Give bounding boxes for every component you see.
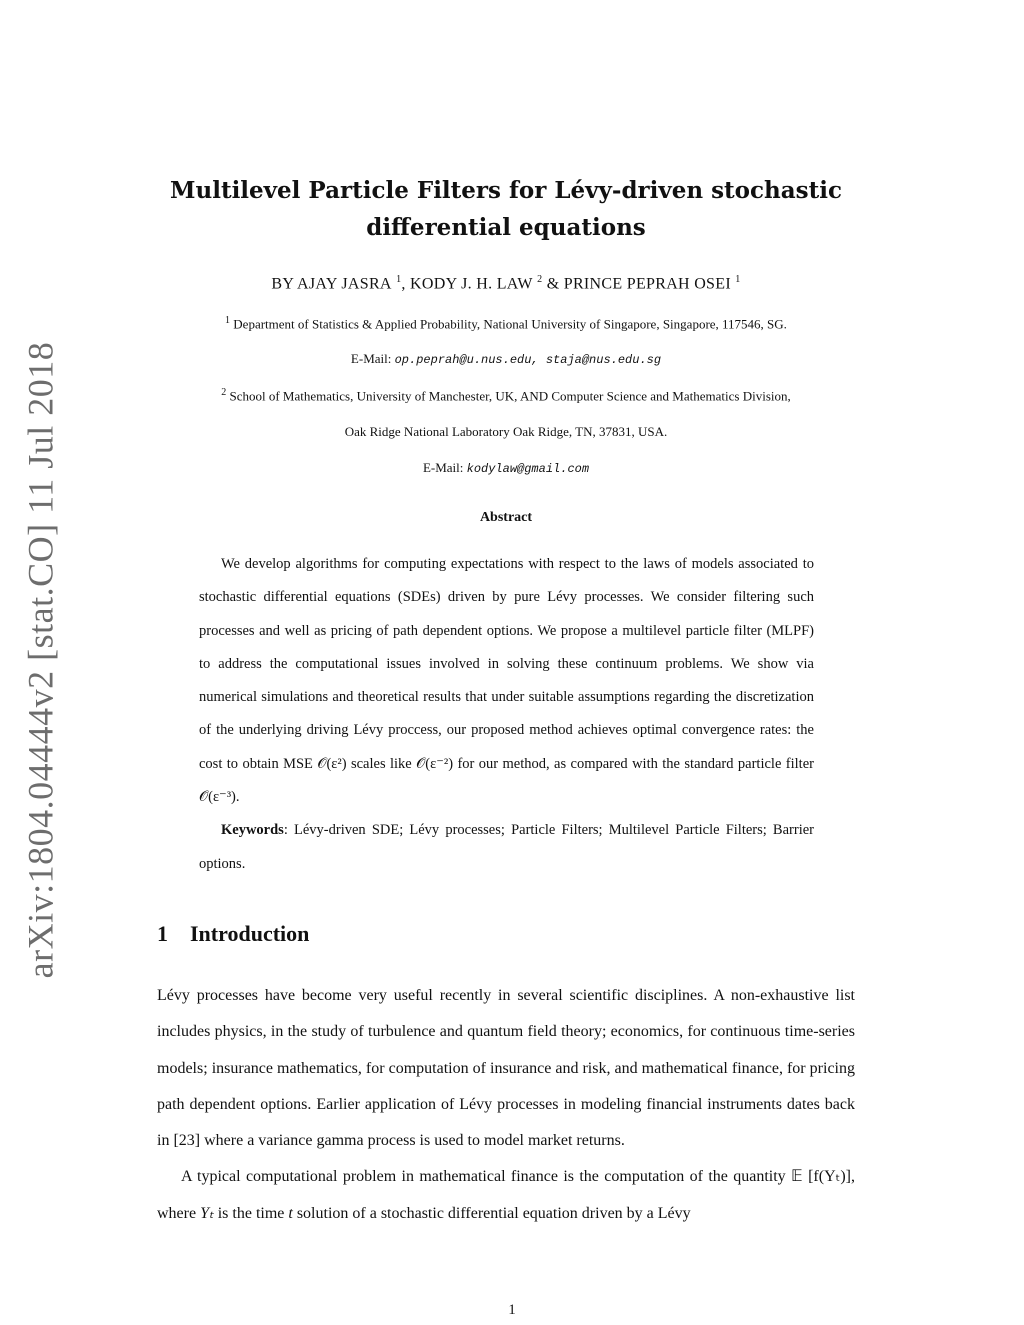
affiliation-2 xyxy=(150,387,862,404)
email-addresses-2[interactable]: kodylaw@gmail.com xyxy=(466,462,590,476)
email-label-1: E-Mail: xyxy=(350,351,392,366)
affiliation-2-sup: 2 xyxy=(221,387,227,398)
intro-p2-text-c: is the time xyxy=(213,1204,289,1222)
affiliation-1-sup: 1 xyxy=(225,315,231,326)
author-sup-2: 2 xyxy=(537,274,543,285)
abstract-heading: Abstract xyxy=(479,510,533,525)
intro-p2-math-expectation: 𝔼 [f(Yₜ)] xyxy=(791,1168,851,1186)
author-law: , KODY J. H. LAW xyxy=(401,275,533,293)
abstract-text-1: We develop algorithms for computing expectations with respect to the laws of models associated to stochastic differential equations (SDEs) driven by pure Lévy processes. We consider filtering such processes and well as pricing of path dependent options. We propose a multilevel particle filter (MLPF) to address the computational issues involved in solving these continuum problems. We show via numerical simulations and theoretical results that under suitable assumptions regarding the discretization of the underlying driving Lévy proccess, our proposed method achieves optimal convergence rates: the cost to obtain MSE xyxy=(199,556,814,772)
introduction-body xyxy=(157,978,855,1232)
keywords-label: Keywords xyxy=(221,822,284,839)
intro-paragraph-1: Lévy processes have become very useful recently in several scientific disciplines. A non-exhaustive list includes physics, in the study of turbulence and quantum field theory; economics, for continuous time-series models; insurance mathematics, for computation of insurance and risk, and mathematical finance, for pricing path dependent options. Earlier application of Lévy processes in modeling financial instruments dates back in [23] where a variance gamma process is used to model market returns. xyxy=(157,987,855,1150)
abstract-text-4: . xyxy=(235,789,240,806)
abstract-paragraph xyxy=(199,548,814,814)
arxiv-stamp xyxy=(8,341,72,979)
email-addresses-1[interactable]: op.peprah@u.nus.edu, staja@nus.edu.sg xyxy=(394,353,662,367)
arxiv-stamp-text: arXiv:1804.04444v2 [stat.CO] 11 Jul 2018 xyxy=(20,341,60,979)
section-title: Introduction xyxy=(190,921,310,946)
abstract-math-2: 𝒪(ε⁻²) xyxy=(416,755,454,772)
keywords-list: : Lévy-driven SDE; Lévy processes; Particle Filters; Multilevel Particle Filters; Barrier options. xyxy=(199,822,814,872)
section-heading-introduction xyxy=(157,921,309,947)
abstract-text-3: for our method, as compared with the standard particle filter xyxy=(453,755,814,772)
title-line-1: Multilevel Particle Filters for Lévy-driven stochastic xyxy=(170,177,842,204)
affiliation-1-email xyxy=(150,351,862,367)
author-sup-1: 1 xyxy=(396,274,402,285)
title-line-2: differential equations xyxy=(366,214,646,241)
paper-title xyxy=(150,172,862,246)
abstract-text-2: scales like xyxy=(346,755,417,772)
affiliation-2-text: School of Mathematics, University of Manchester, UK, AND Computer Science and Mathematics Division, xyxy=(229,388,791,404)
keywords xyxy=(199,814,814,881)
author-osei: & PRINCE PEPRAH OSEI xyxy=(542,275,731,293)
author-line xyxy=(150,274,862,293)
page-number: 1 xyxy=(508,1302,516,1318)
abstract-math-3: 𝒪(ε⁻³) xyxy=(199,789,236,806)
affiliation-2-line-2: Oak Ridge National Laboratory Oak Ridge, TN, 37831, USA. xyxy=(344,424,668,439)
intro-p2-text-d: solution of a stochastic differential equation driven by a Lévy xyxy=(292,1204,691,1222)
intro-p2-math-y: Yₜ xyxy=(200,1204,214,1222)
email-label-2: E-Mail: xyxy=(422,460,464,475)
intro-p2-text-a: A typical computational problem in mathematical finance is the computation of the quantity xyxy=(181,1168,792,1186)
affiliation-1-text: Department of Statistics & Applied Probability, National University of Singapore, Singapore, 117546, SG. xyxy=(233,316,787,332)
author-sup-3: 1 xyxy=(735,274,741,285)
section-number: 1 xyxy=(157,921,168,946)
affiliation-2-email xyxy=(150,460,862,476)
intro-p2-text-b: , where xyxy=(157,1168,855,1222)
abstract-body xyxy=(199,548,814,881)
intro-paragraph-2 xyxy=(157,1159,855,1232)
intro-p2-math-t: t xyxy=(288,1204,293,1222)
abstract-math-1: 𝒪(ε²) xyxy=(317,755,347,772)
author-jasra: BY AJAY JASRA xyxy=(271,275,392,293)
affiliation-1 xyxy=(150,315,862,332)
